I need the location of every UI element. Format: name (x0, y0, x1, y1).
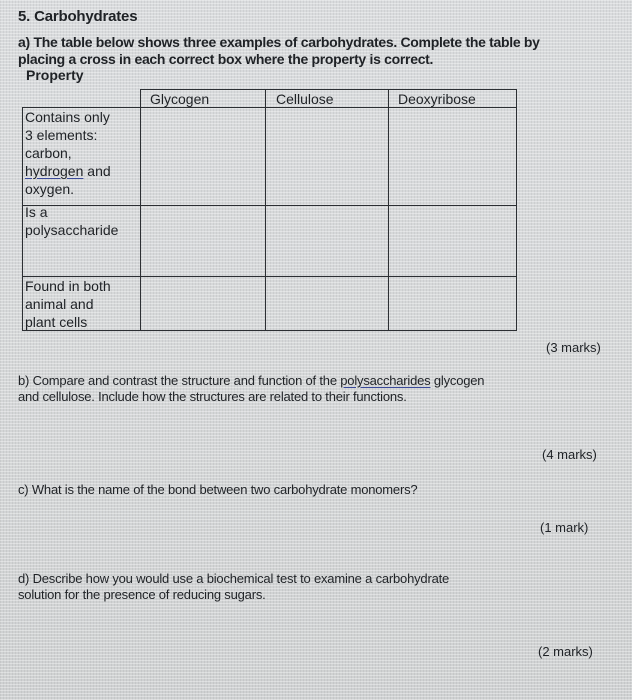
row1-line (25, 162, 111, 180)
table-right-border (516, 89, 517, 331)
answer-cell-glycogen-row1[interactable] (141, 108, 265, 205)
answer-cell-cellulose-row2[interactable] (266, 206, 388, 276)
row1-line: Contains only (25, 109, 110, 125)
part-b-line1-end: glycogen (430, 373, 485, 388)
answer-cell-cellulose-row3[interactable] (266, 277, 388, 330)
part-a-instruction-line1: a) The table below shows three examples of carbohydrates. Complete the table by (18, 34, 540, 50)
property-header: Property (26, 67, 84, 83)
answer-cell-glycogen-row3[interactable] (141, 277, 265, 330)
marks-part-d: (2 marks) (538, 644, 593, 659)
column-header-deoxyribose: Deoxyribose (398, 91, 476, 107)
part-b-underlined-word: polysaccharides (340, 373, 431, 388)
part-c-question: c) What is the name of the bond between two carbohydrate monomers? (18, 482, 418, 497)
row2-line: polysaccharide (25, 222, 119, 238)
row-property-polysaccharide (25, 203, 118, 239)
row2-line: Is a (25, 204, 48, 220)
row3-line: Found in both (25, 278, 111, 294)
part-b-line2: and cellulose. Include how the structures are related to their functions. (18, 389, 407, 404)
row3-line: animal and (25, 296, 94, 312)
marks-part-b: (4 marks) (542, 447, 597, 462)
marks-part-c: (1 mark) (540, 520, 589, 535)
row1-line-hydrogen: hydrogen (25, 163, 84, 179)
answer-cell-deoxyribose-row3[interactable] (389, 277, 516, 330)
part-d-line1: d) Describe how you would use a biochemical test to examine a carbohydrate (18, 571, 450, 586)
table-top-border (140, 89, 517, 90)
question-heading: 5. Carbohydrates (18, 8, 138, 25)
part-b-line1-text: b) Compare and contrast the structure and function of the (18, 373, 341, 388)
row1-line-and: and (83, 163, 111, 179)
row1-line: oxygen. (25, 181, 75, 197)
part-d-line2: solution for the presence of reducing sugars. (18, 587, 266, 602)
row1-line: 3 elements: (25, 127, 98, 143)
answer-cell-deoxyribose-row2[interactable] (389, 206, 516, 276)
part-a-instruction-line2: placing a cross in each correct box where the property is correct. (18, 51, 434, 67)
row-property-animal-plant (25, 277, 111, 331)
table-left-border (22, 107, 23, 331)
column-header-glycogen: Glycogen (150, 91, 210, 107)
answer-cell-cellulose-row1[interactable] (266, 108, 388, 205)
marks-part-a: (3 marks) (546, 340, 601, 355)
answer-cell-deoxyribose-row1[interactable] (389, 108, 516, 205)
answer-cell-glycogen-row2[interactable] (141, 206, 265, 276)
part-b-line1 (18, 373, 484, 389)
row1-line: carbon, (25, 145, 72, 161)
part-b-question (18, 373, 484, 405)
row-property-contains-3-elements (25, 108, 111, 198)
row3-line: plant cells (25, 314, 88, 330)
part-d-question (18, 571, 449, 603)
column-header-cellulose: Cellulose (276, 91, 334, 107)
